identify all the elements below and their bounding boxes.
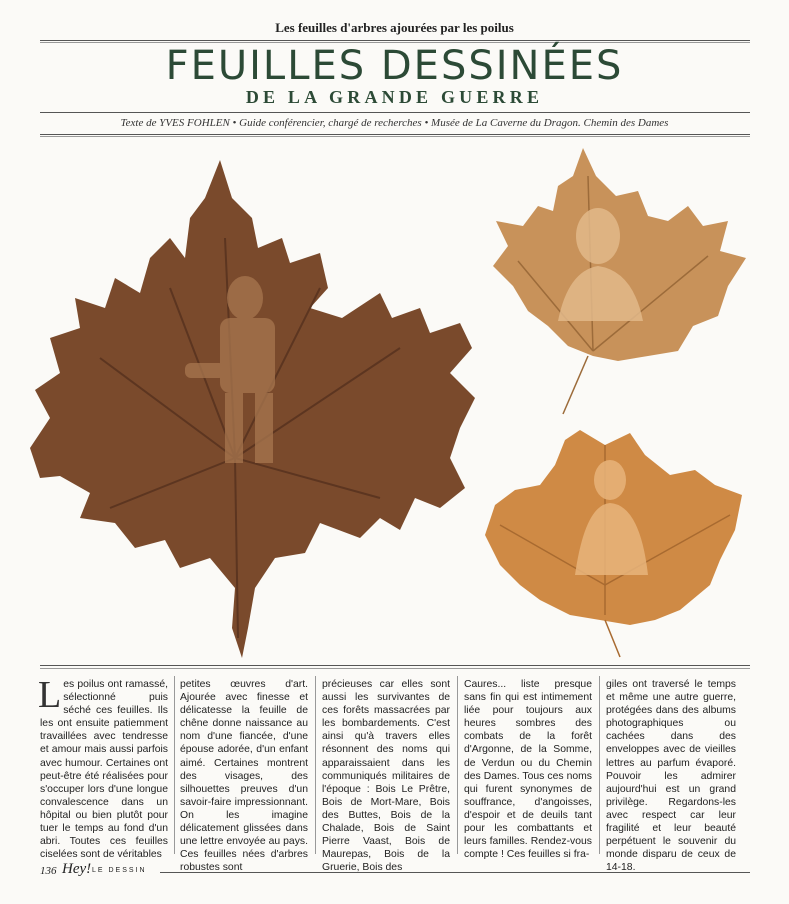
article-column-3: précieuses car elles sont aussi les survivantes de ces forêts massacrées par les bombardements. C'est ainsi qu'à travers elles résonnent des noms qui apparaissaient dans les communiqués militaires de l'époque : Bois Le Prêtre, Bois de Mort-Mare, Bois des Buttes, Bois de la Chalade, Bois de Saint Pierre Vaast, Bois de Maurepas, Bois de la Gruerie, Bois des <box>322 679 450 874</box>
column-divider <box>315 676 316 854</box>
large-leaf-image <box>20 158 490 658</box>
article-column-4: Caures... liste presque sans fin qui est intimement liée pour toujours aux heures sombres des combats de la forêt d'Argonne, de la Somme, de Verdun ou du Chemin des Dames. Tous ces noms qui furent synonymes de souffrance, d'angoisses, d'espoir et de deuils tant pour les combattants et leurs familles. Rendez-vous compte ! Ces feuilles si fra- <box>464 679 592 861</box>
dropcap: L <box>38 674 62 716</box>
section-label: LE DESSIN <box>92 867 147 874</box>
byline-rule-bottom-2 <box>40 136 750 137</box>
large-leaf-shape <box>30 160 475 658</box>
small-leaf-figure-image <box>480 425 750 660</box>
byline-rule-top <box>40 112 750 113</box>
page-title: FEUILLES DESSINÉES <box>165 43 624 89</box>
page-number: 136 <box>40 865 57 877</box>
kicker: Les feuilles d'arbres ajourées par les poilus <box>275 20 514 35</box>
article-column-2: petites œuvres d'art. Ajourée avec finesse et délicatesse la feuille de chêne donne naissance au nom d'une fiancée, d'une épouse adorée, d'un enfant aimé. Certaines montrent des visages, des silhouettes preuves d'un savoir-faire impressionnant. On les imagine délicatement glissées dans une lettre envoyée au pays. Ces feuilles nées d'arbres robustes sont <box>180 679 308 874</box>
page-subtitle: DE LA GRANDE GUERRE <box>245 87 544 107</box>
article-rule-top-2 <box>40 668 750 669</box>
article-column-1 <box>38 674 168 861</box>
column-divider <box>599 676 600 854</box>
article-column-5: giles ont traversé le temps et même une autre guerre, protégées dans des albums photographiques ou cachées dans des enveloppes avec de vieilles lettres au parfum évaporé. Pouvoir les admirer aujourd'hui est un grand privilège. Regardons-les avec respect car leur fragilité et leur beauté perpétuent le souvenir du monde disparu de ceux de 14-18. <box>606 679 736 874</box>
header-rule-top <box>40 40 750 41</box>
byline: Texte de YVES FOHLEN • Guide conférencier, chargé de recherches • Musée de La Caverne du Dragon. Chemin des Dames <box>120 117 669 129</box>
byline-rule-bottom <box>40 134 750 135</box>
small-leaf-portrait-image <box>488 146 753 421</box>
footer-rule <box>160 872 750 873</box>
column-divider <box>457 676 458 854</box>
column-divider <box>174 676 175 854</box>
brand-logo: Hey! <box>62 861 92 877</box>
column-text: es poilus ont ramassé, sélectionné puis séché ces feuilles. Ils les ont ensuite patiemment travaillées avec tendresse et amour mais aussi parfois avec humour. Certaines ont peut-être été réalisées pour s'occuper lors d'une longue convalescence dans un hôpital ou bien plutôt pour tuer le temps au fond d'un abri. Toutes ces feuilles ciselées sont de véritables <box>40 679 168 861</box>
article-rule-top <box>40 665 750 666</box>
